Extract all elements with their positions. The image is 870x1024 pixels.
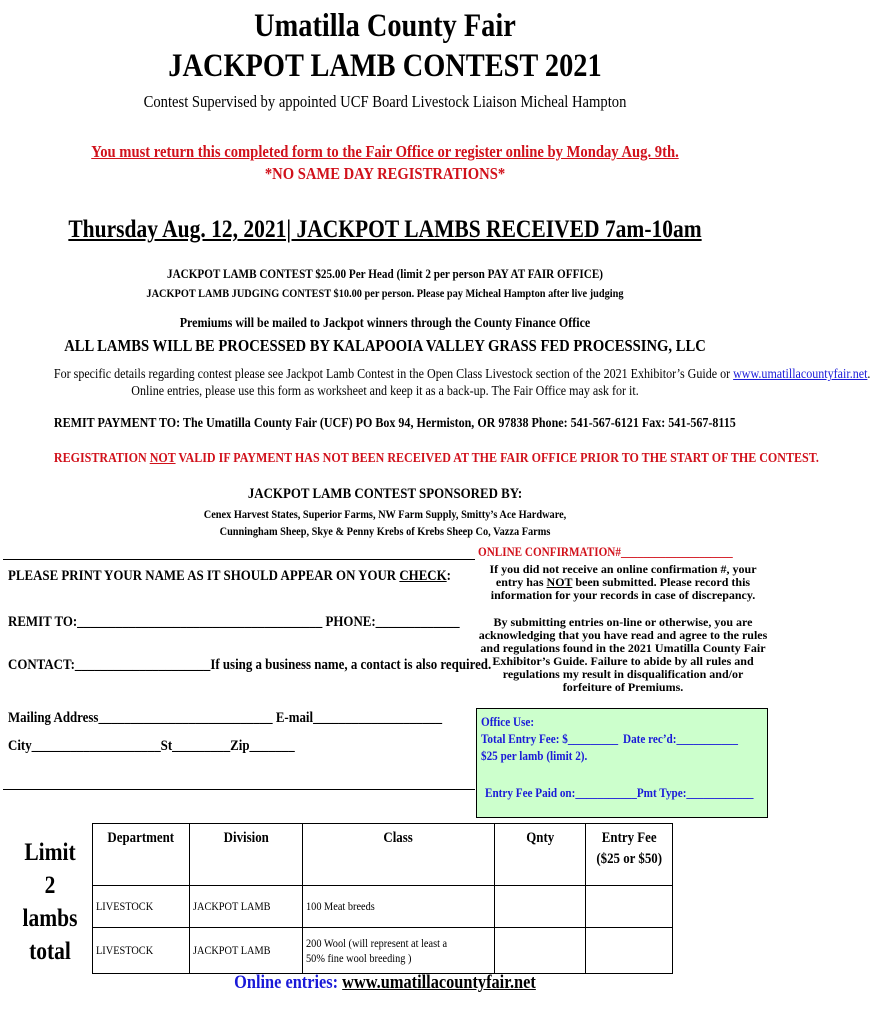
confirmation-note-post: been submitted. Please record this information for your records in case of discrepancy. bbox=[490, 575, 756, 602]
limit-line-2: lambs bbox=[22, 905, 78, 932]
registration-note bbox=[53, 451, 819, 467]
receiving-date: Thursday Aug. 12, 2021| JACKPOT LAMBS RECEIVED 7am-10am bbox=[68, 216, 702, 243]
table-header-row bbox=[93, 824, 673, 886]
reg-note-pre: REGISTRATION bbox=[53, 451, 150, 466]
cell-class: 200 Wool (will represent at least a 50% fine wool breeding ) bbox=[303, 928, 495, 974]
fee-paid-field[interactable]: Entry Fee Paid on:___________Pmt Type:____________ bbox=[485, 785, 754, 800]
per-lamb-note: $25 per lamb (limit 2). bbox=[481, 748, 588, 763]
cell-department: LIVESTOCK bbox=[93, 886, 190, 928]
online-confirmation[interactable] bbox=[478, 545, 772, 559]
details-text: For specific details regarding contest please see Jackpot Lamb Contest in the Open Class Livestock section of the 2021 Exhibitor’s Guide or bbox=[53, 367, 734, 382]
col-entry-fee: Entry Fee ($25 or $50) bbox=[586, 824, 673, 886]
print-name-label bbox=[8, 568, 451, 585]
confirmation-note bbox=[478, 563, 768, 602]
confirmation-note-not: NOT bbox=[546, 575, 573, 589]
confirmation-note-pre: If you did not receive an online confirmation #, your entry has bbox=[489, 562, 757, 589]
limit-label bbox=[19, 836, 81, 968]
total-entry-fee-field[interactable]: Total Entry Fee: $_________ bbox=[481, 731, 619, 746]
cell-qnty[interactable] bbox=[495, 928, 586, 974]
fair-website-link[interactable]: www.umatillacountyfair.net bbox=[733, 367, 868, 382]
worksheet-note: Online entries, please use this form as worksheet and keep it as a back-up. The Fair Office may ask for it. bbox=[131, 384, 639, 399]
cell-entry-fee[interactable] bbox=[586, 928, 673, 974]
online-entries bbox=[54, 972, 716, 994]
entries-table bbox=[92, 823, 673, 974]
office-use-box bbox=[476, 708, 768, 818]
cell-division: JACKPOT LAMB bbox=[190, 886, 303, 928]
remit-to-field[interactable]: REMIT TO:______________________________________ PHONE:_____________ bbox=[8, 614, 460, 630]
contact-field[interactable]: CONTACT:_____________________If using a business name, a contact is also required. bbox=[8, 657, 492, 673]
cell-division: JACKPOT LAMB bbox=[190, 928, 303, 974]
sponsors-line-1: Cenex Harvest States, Superior Farms, NW Farm Supply, Smitty’s Ace Hardware, bbox=[203, 507, 567, 521]
reg-note-post: VALID IF PAYMENT HAS NOT BEEN RECEIVED AT THE FAIR OFFICE PRIOR TO THE START OF THE CONTEST. bbox=[175, 451, 819, 466]
date-received-field[interactable]: Date rec’d:___________ bbox=[623, 731, 738, 746]
contest-title: JACKPOT LAMB CONTEST 2021 bbox=[168, 48, 602, 84]
mailing-address-field[interactable]: Mailing Address___________________________ E-mail____________________ bbox=[8, 710, 443, 726]
print-name-colon: : bbox=[446, 568, 451, 584]
table-row bbox=[93, 886, 673, 928]
no-same-day-note: *NO SAME DAY REGISTRATIONS* bbox=[264, 164, 506, 183]
online-confirmation-blank[interactable]: ____________________ bbox=[620, 544, 733, 559]
print-name-text: PLEASE PRINT YOUR NAME AS IT SHOULD APPEAR ON YOUR bbox=[8, 568, 400, 584]
contest-fee-line: JACKPOT LAMB CONTEST $25.00 Per Head (limit 2 per person PAY AT FAIR OFFICE) bbox=[166, 266, 604, 281]
office-use-label: Office Use: bbox=[481, 714, 535, 729]
table-row bbox=[93, 928, 673, 974]
processing-note: ALL LAMBS WILL BE PROCESSED BY KALAPOOIA VALLEY GRASS FED PROCESSING, LLC bbox=[64, 336, 706, 355]
col-class: Class bbox=[303, 824, 495, 886]
sponsors-heading: JACKPOT LAMB CONTEST SPONSORED BY: bbox=[247, 486, 523, 502]
print-name-check: CHECK bbox=[399, 568, 447, 584]
city-state-zip-field[interactable]: City____________________St_________Zip_______ bbox=[8, 738, 295, 754]
sponsors-line-2: Cunningham Sheep, Skye & Penny Krebs of Krebs Sheep Co, Vazza Farms bbox=[219, 524, 551, 538]
limit-line-3: total bbox=[29, 938, 71, 965]
limit-line-1: Limit 2 bbox=[24, 839, 76, 899]
details-line bbox=[53, 367, 868, 383]
online-entries-label: Online entries: bbox=[234, 972, 339, 993]
cell-entry-fee[interactable] bbox=[586, 886, 673, 928]
reg-note-not: NOT bbox=[149, 451, 176, 466]
acknowledgement-note: By submitting entries on-line or otherwise, you are acknowledging that you have read and agree to the rules and regulations found in the 2021 Umatilla County Fair Exhibitor’s Guide. Failure to abide by all rules and regulations my result in disqualification and/or forfeiture of Premiums. bbox=[478, 615, 768, 694]
page-title: Umatilla County Fair bbox=[254, 8, 516, 44]
col-qnty: Qnty bbox=[495, 824, 586, 886]
cell-class: 100 Meat breeds bbox=[303, 886, 495, 928]
return-deadline: You must return this completed form to the Fair Office or register online by Monday Aug. 9th. bbox=[91, 142, 679, 161]
online-entries-link[interactable]: www.umatillacountyfair.net bbox=[342, 972, 536, 993]
online-confirmation-label: ONLINE CONFIRMATION# bbox=[478, 544, 621, 559]
col-department: Department bbox=[93, 824, 190, 886]
supervised-by: Contest Supervised by appointed UCF Board Livestock Liaison Micheal Hampton bbox=[143, 92, 627, 111]
judging-fee-line: JACKPOT LAMB JUDGING CONTEST $10.00 per person. Please pay Micheal Hampton after live judging bbox=[146, 286, 624, 300]
col-division: Division bbox=[190, 824, 303, 886]
premiums-note: Premiums will be mailed to Jackpot winners through the County Finance Office bbox=[179, 316, 591, 331]
remit-payment: REMIT PAYMENT TO: The Umatilla County Fair (UCF) PO Box 94, Hermiston, OR 97838 Phone: 541-567-6121 Fax: 541-567-8115 bbox=[53, 416, 736, 431]
cell-qnty[interactable] bbox=[495, 886, 586, 928]
cell-department: LIVESTOCK bbox=[93, 928, 190, 974]
contact-form bbox=[3, 559, 492, 790]
